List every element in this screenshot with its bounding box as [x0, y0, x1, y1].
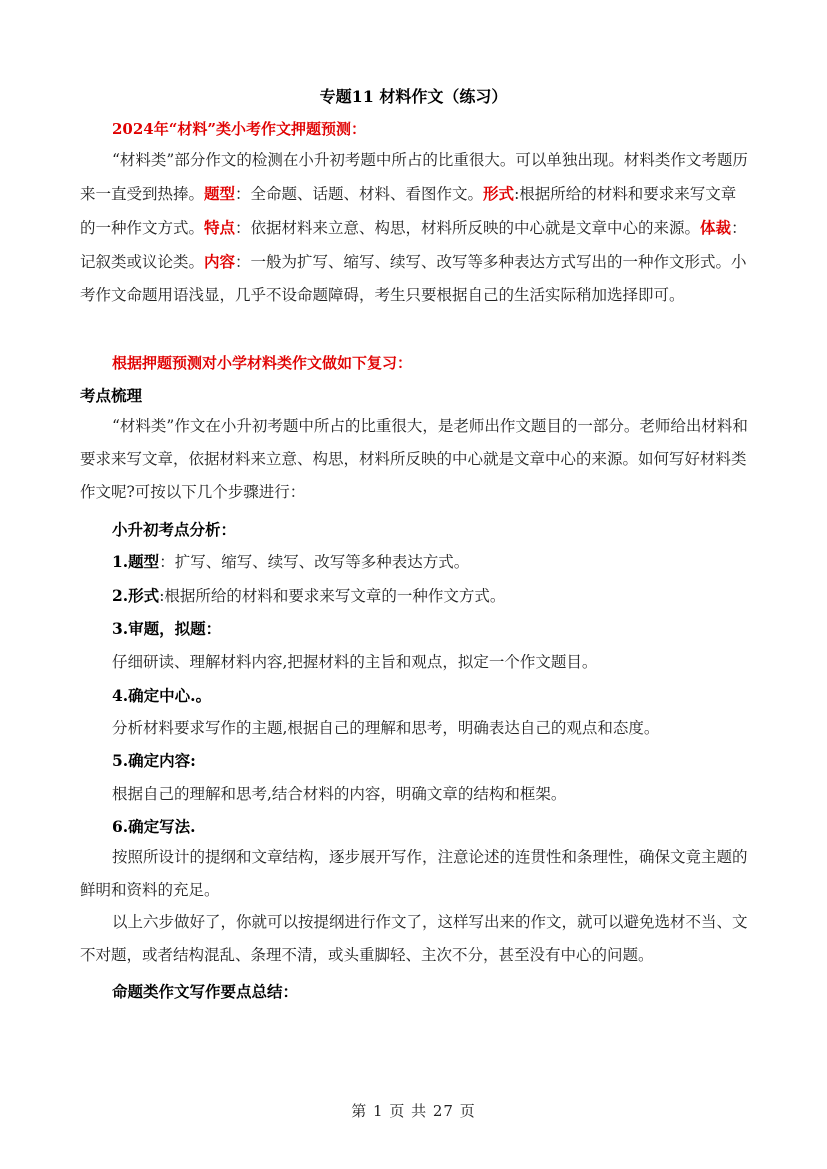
section-paragraph	[80, 410, 750, 509]
page-title: 专题11 材料作文（练习）	[319, 87, 508, 106]
step-6-paragraph	[80, 841, 750, 907]
step-5-label: 5.确定内容:	[112, 751, 196, 770]
step-5-text: 根据自己的理解和思考,结合材料的内容，明确文章的结构和框架。	[112, 785, 567, 803]
step-6-text: 按照所设计的提纲和文章结构，逐步展开写作，注意论述的连贯性和条理性，确保文竟主题的鲜明和资料的充足。	[80, 848, 748, 899]
step-1	[112, 550, 469, 572]
step-4-text: 分析材料要求写作的主题,根据自己的理解和思考，明确表达自己的观点和态度。	[112, 719, 660, 737]
summary-paragraph	[80, 906, 750, 972]
type-text: ：全命题、话题、材料、看图作文。	[235, 185, 484, 203]
label-feature: 特点	[204, 218, 236, 237]
page-footer: 第 1 页 共 27 页	[351, 1102, 476, 1120]
step-3-label: 3.审题，拟题：	[112, 619, 222, 638]
summary-heading: 命题类作文写作要点总结：	[112, 982, 299, 1001]
label-type: 题型	[204, 184, 236, 203]
step-1-label: 1.题型	[112, 552, 160, 571]
step-3-text: 仔细研读、理解材料内容,把握材料的主旨和观点，拟定一个作文题目。	[112, 653, 598, 671]
step-6-label: 6.确定写法.	[112, 817, 196, 836]
step-2	[112, 584, 505, 606]
prediction-heading: 2024年“材料”类小考作文押题预测：	[112, 120, 367, 138]
summary-text: 以上六步做好了，你就可以按提纲进行作文了，这样写出来的作文，就可以避免选材不当、文不对题，或者结构混乱、条理不清，或头重脚轻、主次不分，甚至没有中心的问题。	[80, 913, 748, 964]
section-title: 考点梳理	[80, 386, 143, 405]
section-text: “材料类”作文在小升初考题中所占的比重很大，是老师出作文题目的一部分。老师给出材料和要求来写文章，依据材料来立意、构思，材料所反映的中心就是文章中心的来源。如何写好材料类作文呢?可按以下几个步骤进行：	[80, 417, 748, 501]
review-heading: 根据押题预测对小学材料类作文做如下复习：	[112, 354, 413, 372]
label-content: 内容	[204, 252, 236, 271]
intro-text: “材料类”部分作文的检测在小升初考题中所占的比重很大。可以单独出现。材料类作文考题历来一直受到热捧。	[80, 151, 748, 203]
step-1-text: ：扩写、缩写、续写、改写等多种表达方式。	[159, 553, 470, 571]
genre-text: ：记叙类或议论类。	[80, 219, 747, 271]
feature-text: ：依据材料来立意、构思，材料所反映的中心就是文章中心的来源。	[235, 219, 701, 237]
form-text: :根据所给的材料和要求来写文章的一种作文方式。	[80, 185, 737, 237]
intro-paragraph	[80, 144, 750, 312]
content-text: ：一般为扩写、缩写、续写、改写等多种表达方式写出的一种作文形式。小考作文命题用语浅显，几乎不设命题障碍，考生只要根据自己的生活实际稍加选择即可。	[80, 253, 747, 304]
label-genre: 体裁	[700, 218, 732, 237]
step-4-label: 4.确定中心.。	[112, 686, 212, 705]
step-2-label: 2.形式	[112, 586, 160, 605]
step-2-text: :根据所给的材料和要求来写文章的一种作文方式。	[159, 587, 506, 605]
analysis-heading: 小升初考点分析：	[112, 520, 237, 539]
label-form: 形式	[483, 184, 515, 203]
